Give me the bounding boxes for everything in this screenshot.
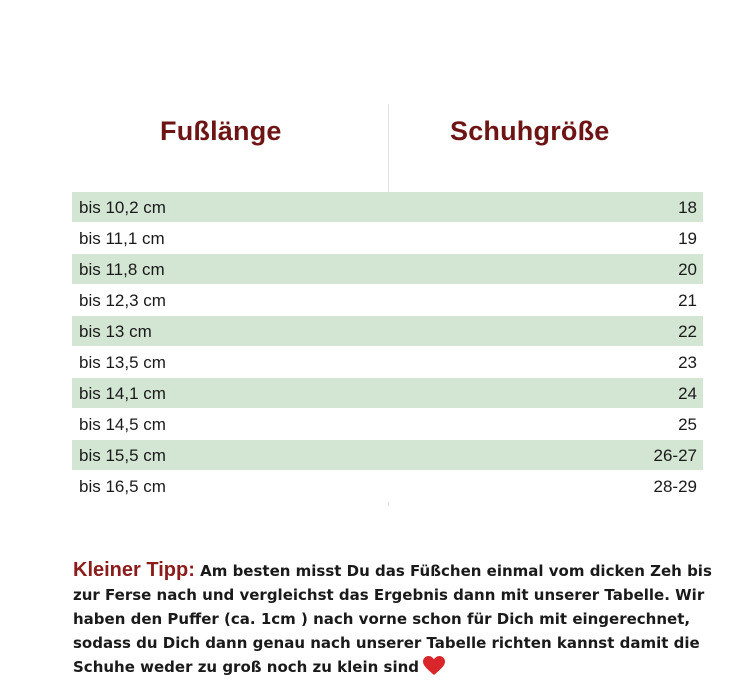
shoe-size-cell: 26-27 — [653, 446, 697, 465]
tip-title-text: Kleiner Tipp — [73, 559, 189, 581]
foot-length-cell: bis 13,5 cm — [79, 353, 166, 372]
shoe-size-cell: 18 — [678, 198, 697, 217]
tip-title-colon: : — [188, 559, 195, 581]
shoe-size-cell: 24 — [678, 384, 697, 403]
table-row — [72, 409, 703, 440]
shoe-size-cell: 22 — [678, 322, 697, 341]
foot-length-cell: bis 11,1 cm — [79, 229, 165, 248]
tip-title — [73, 559, 195, 581]
table-row — [72, 316, 703, 347]
foot-length-cell: bis 11,8 cm — [79, 260, 165, 279]
foot-length-cell: bis 12,3 cm — [79, 291, 166, 310]
foot-length-cell: bis 14,5 cm — [79, 415, 166, 434]
tip-paragraph — [73, 558, 713, 683]
table-row — [72, 347, 703, 378]
shoe-size-table — [72, 104, 703, 506]
table-header — [72, 104, 703, 192]
foot-length-cell: bis 13 cm — [79, 322, 152, 341]
shoe-size-cell: 19 — [678, 229, 697, 248]
shoe-size-cell: 23 — [678, 353, 697, 372]
tip-text: Am besten misst Du das Füßchen einmal vom dicken Zeh bis zur Ferse nach und vergleichst das Ergebnis dann mit unserer Tabelle. Wir haben den Puffer (ca. 1cm ) nach vorne schon für Dich mit eingerechnet, sodass du Dich dann genau nach unserer Tabelle richten kannst damit die Schuhe weder zu groß noch zu klein sind — [73, 562, 712, 676]
foot-length-cell: bis 16,5 cm — [79, 477, 166, 496]
table-row — [72, 223, 703, 254]
table-row — [72, 378, 703, 409]
foot-length-cell: bis 14,1 cm — [79, 384, 166, 403]
table-row — [72, 440, 703, 471]
shoe-size-cell: 25 — [678, 415, 697, 434]
table-row — [72, 254, 703, 285]
shoe-size-cell: 21 — [678, 291, 697, 310]
table-row — [72, 285, 703, 316]
shoe-size-cell: 28-29 — [653, 477, 697, 496]
header-shoe-size: Schuhgröße — [450, 116, 610, 146]
table-row — [72, 192, 703, 223]
heart-icon — [423, 656, 445, 683]
table-row — [72, 471, 703, 502]
header-foot-length: Fußlänge — [160, 116, 282, 146]
foot-length-cell: bis 15,5 cm — [79, 446, 166, 465]
table-body — [72, 192, 703, 502]
foot-length-cell: bis 10,2 cm — [79, 198, 166, 217]
shoe-size-cell: 20 — [678, 260, 697, 279]
